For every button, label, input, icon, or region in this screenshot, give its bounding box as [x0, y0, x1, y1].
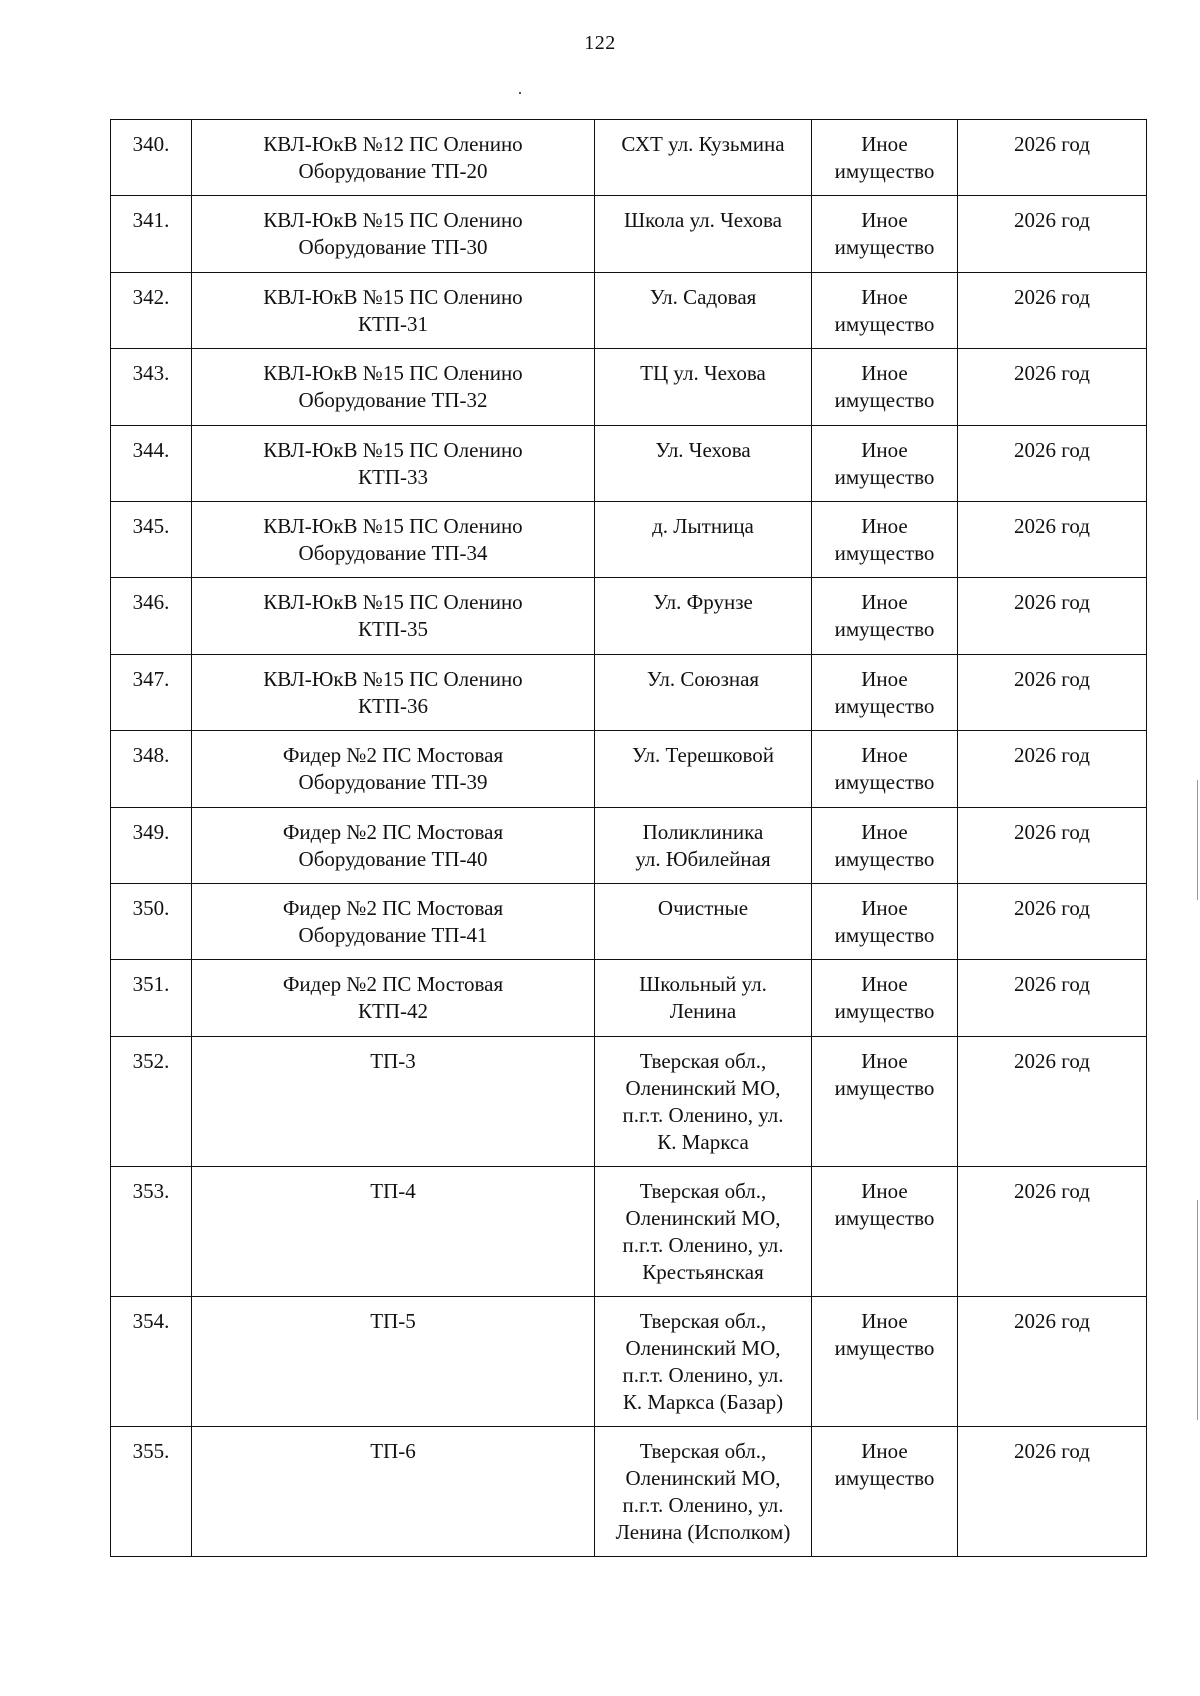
address-cell — [595, 1426, 812, 1556]
object-name-line: Оборудование ТП-20 — [298, 159, 488, 183]
table-row — [111, 578, 1147, 654]
address-cell — [595, 349, 812, 425]
property-type-cell — [812, 425, 958, 501]
address-cell — [595, 578, 812, 654]
object-name-line: Оборудование ТП-34 — [298, 540, 488, 565]
object-name-line: Оборудование ТП-30 — [298, 235, 488, 260]
row-number-cell: 344. — [111, 425, 192, 501]
row-number-cell: 349. — [111, 807, 192, 883]
property-type-cell — [812, 349, 958, 425]
property-type-line: Иное — [861, 208, 908, 233]
year-cell: 2026 год — [958, 1166, 1147, 1296]
row-number-cell: 351. — [111, 960, 192, 1036]
address-cell — [595, 1296, 812, 1426]
address-cell — [595, 883, 812, 959]
row-number-cell: 347. — [111, 654, 192, 730]
address-line: СХТ ул. Кузьмина — [621, 132, 785, 156]
object-name-cell — [192, 120, 595, 196]
object-name-cell — [192, 578, 595, 654]
object-name-line: ТП-4 — [370, 1178, 416, 1203]
property-type-line: имущество — [834, 159, 935, 183]
year-cell: 2026 год — [958, 425, 1147, 501]
row-number-cell: 350. — [111, 883, 192, 959]
property-type-cell — [812, 272, 958, 348]
address-cell — [595, 272, 812, 348]
property-type-line: Иное — [861, 1308, 908, 1333]
property-type-cell — [812, 654, 958, 730]
object-name-line: КТП-33 — [358, 464, 428, 489]
table-row — [111, 960, 1147, 1036]
property-type-line: имущество — [834, 464, 935, 489]
property-type-line: имущество — [834, 999, 935, 1024]
object-name-cell — [192, 883, 595, 959]
address-line: Ул. Садовая — [649, 284, 757, 309]
property-table — [110, 119, 1147, 1557]
object-name-line: КТП-42 — [358, 999, 428, 1024]
object-name-line: ТП-3 — [370, 1048, 416, 1073]
property-type-line: имущество — [834, 540, 935, 565]
property-type-line: Иное — [861, 1178, 908, 1203]
row-number-cell: 345. — [111, 501, 192, 577]
table-row — [111, 1166, 1147, 1296]
object-name-line: КВЛ-ЮкВ №12 ПС Оленино — [263, 132, 523, 156]
property-type-cell — [812, 807, 958, 883]
object-name-line: ТП-5 — [370, 1308, 416, 1333]
address-line: Ул. Союзная — [646, 666, 760, 691]
address-cell — [595, 501, 812, 577]
address-line: Оленинский МО, — [625, 1335, 781, 1360]
property-type-line: имущество — [834, 311, 935, 336]
address-cell — [595, 731, 812, 807]
property-type-line: Иное — [861, 284, 908, 309]
row-number-cell: 354. — [111, 1296, 192, 1426]
property-type-cell — [812, 1296, 958, 1426]
table-row — [111, 883, 1147, 959]
object-name-cell — [192, 654, 595, 730]
table-row — [111, 501, 1147, 577]
page-number: 122 — [584, 32, 616, 54]
table-row — [111, 425, 1147, 501]
address-line: Школа ул. Чехова — [623, 208, 782, 233]
object-name-line: Фидер №2 ПС Мостовая — [282, 972, 504, 997]
object-name-line: Фидер №2 ПС Мостовая — [282, 895, 504, 920]
object-name-line: КВЛ-ЮкВ №15 ПС Оленино — [263, 361, 523, 386]
property-type-line: имущество — [834, 1205, 935, 1230]
address-line: Тверская обл., — [639, 1308, 767, 1333]
address-line: ул. Юбилейная — [635, 846, 771, 871]
object-name-line: Оборудование ТП-39 — [298, 770, 488, 795]
property-type-line: Иное — [861, 132, 908, 156]
property-type-cell — [812, 1426, 958, 1556]
property-type-cell — [812, 883, 958, 959]
table-row — [111, 196, 1147, 272]
year-cell: 2026 год — [958, 654, 1147, 730]
property-type-cell — [812, 731, 958, 807]
year-cell: 2026 год — [958, 578, 1147, 654]
year-cell: 2026 год — [958, 1426, 1147, 1556]
address-line: Оленинский МО, — [625, 1075, 781, 1100]
property-type-line: Иное — [861, 1048, 908, 1073]
object-name-line: Оборудование ТП-41 — [298, 922, 488, 947]
row-number-cell: 352. — [111, 1036, 192, 1166]
address-line: Оленинский МО, — [625, 1465, 781, 1490]
table-row — [111, 272, 1147, 348]
address-cell — [595, 120, 812, 196]
address-cell — [595, 807, 812, 883]
address-line: п.г.т. Оленино, ул. — [622, 1362, 784, 1387]
table-row — [111, 654, 1147, 730]
address-line: д. Лытница — [652, 513, 754, 538]
object-name-cell — [192, 196, 595, 272]
property-type-line: имущество — [834, 846, 935, 871]
property-type-line: Иное — [861, 590, 908, 615]
year-cell: 2026 год — [958, 196, 1147, 272]
property-type-line: Иное — [861, 743, 908, 768]
scan-edge-marks — [1194, 0, 1200, 1696]
object-name-line: Фидер №2 ПС Мостовая — [282, 819, 504, 844]
object-name-line: КВЛ-ЮкВ №15 ПС Оленино — [263, 437, 523, 462]
table-row — [111, 1036, 1147, 1166]
table-row — [111, 1296, 1147, 1426]
object-name-line: КТП-35 — [358, 617, 428, 642]
address-line: Тверская обл., — [639, 1438, 767, 1463]
year-cell: 2026 год — [958, 120, 1147, 196]
object-name-line: Оборудование ТП-40 — [298, 846, 488, 871]
property-type-cell — [812, 1166, 958, 1296]
property-type-cell — [812, 1036, 958, 1166]
address-line: К. Маркса — [657, 1129, 749, 1154]
table-body — [111, 120, 1147, 1557]
row-number-cell: 341. — [111, 196, 192, 272]
property-type-cell — [812, 578, 958, 654]
address-line: Ул. Чехова — [655, 437, 751, 462]
property-type-line: имущество — [834, 235, 935, 260]
table-row — [111, 731, 1147, 807]
address-cell — [595, 1166, 812, 1296]
property-type-line: Иное — [861, 666, 908, 691]
row-number-cell: 353. — [111, 1166, 192, 1296]
address-cell — [595, 654, 812, 730]
address-line: п.г.т. Оленино, ул. — [622, 1492, 784, 1517]
year-cell: 2026 год — [958, 1296, 1147, 1426]
property-type-cell — [812, 960, 958, 1036]
address-line: Крестьянская — [642, 1259, 764, 1284]
object-name-line: КВЛ-ЮкВ №15 ПС Оленино — [263, 208, 523, 233]
object-name-line: КВЛ-ЮкВ №15 ПС Оленино — [263, 513, 523, 538]
table-row — [111, 120, 1147, 196]
object-name-line: ТП-6 — [370, 1438, 416, 1463]
object-name-cell — [192, 501, 595, 577]
row-number-cell: 348. — [111, 731, 192, 807]
property-type-line: имущество — [834, 1075, 935, 1100]
year-cell: 2026 год — [958, 807, 1147, 883]
row-number-cell: 346. — [111, 578, 192, 654]
year-cell: 2026 год — [958, 960, 1147, 1036]
address-line: Ленина — [669, 999, 737, 1024]
address-line: Очистные — [657, 895, 749, 920]
object-name-line: КВЛ-ЮкВ №15 ПС Оленино — [263, 284, 523, 309]
object-name-line: Фидер №2 ПС Мостовая — [282, 743, 504, 768]
object-name-cell — [192, 731, 595, 807]
property-type-line: имущество — [834, 1465, 935, 1490]
object-name-cell — [192, 349, 595, 425]
address-cell — [595, 425, 812, 501]
row-number-cell: 342. — [111, 272, 192, 348]
year-cell: 2026 год — [958, 501, 1147, 577]
property-type-line: имущество — [834, 617, 935, 642]
year-cell: 2026 год — [958, 731, 1147, 807]
object-name-cell — [192, 272, 595, 348]
property-type-line: имущество — [834, 770, 935, 795]
year-cell: 2026 год — [958, 883, 1147, 959]
row-number-cell: 340. — [111, 120, 192, 196]
object-name-line: КТП-31 — [358, 311, 428, 336]
scan-speck — [519, 92, 521, 94]
address-line: ТЦ ул. Чехова — [640, 361, 766, 386]
address-cell — [595, 960, 812, 1036]
year-cell: 2026 год — [958, 272, 1147, 348]
address-line: Тверская обл., — [639, 1178, 767, 1203]
address-line: п.г.т. Оленино, ул. — [622, 1232, 784, 1257]
table-row — [111, 1426, 1147, 1556]
property-type-line: имущество — [834, 922, 935, 947]
address-line: К. Маркса (Базар) — [622, 1389, 784, 1414]
address-line: Школьный ул. — [639, 972, 767, 997]
property-type-cell — [812, 120, 958, 196]
table-row — [111, 349, 1147, 425]
property-type-line: имущество — [834, 388, 935, 413]
address-line: Оленинский МО, — [625, 1205, 781, 1230]
address-line: Поликлиника — [642, 819, 764, 844]
object-name-cell — [192, 1426, 595, 1556]
object-name-cell — [192, 807, 595, 883]
object-name-cell — [192, 960, 595, 1036]
year-cell: 2026 год — [958, 349, 1147, 425]
address-cell — [595, 196, 812, 272]
row-number-cell: 355. — [111, 1426, 192, 1556]
address-line: п.г.т. Оленино, ул. — [622, 1102, 784, 1127]
property-type-line: имущество — [834, 1335, 935, 1360]
address-cell — [595, 1036, 812, 1166]
property-type-line: Иное — [861, 1438, 908, 1463]
address-line: Ул. Терешковой — [632, 743, 774, 768]
property-type-line: Иное — [861, 819, 908, 844]
object-name-line: Оборудование ТП-32 — [298, 388, 488, 413]
property-type-line: имущество — [834, 693, 935, 718]
property-type-cell — [812, 501, 958, 577]
object-name-cell — [192, 1166, 595, 1296]
address-line: Ленина (Исполком) — [615, 1519, 791, 1544]
object-name-line: КВЛ-ЮкВ №15 ПС Оленино — [263, 666, 523, 691]
property-type-line: Иное — [861, 972, 908, 997]
object-name-cell — [192, 1036, 595, 1166]
address-line: Ул. Фрунзе — [653, 590, 753, 615]
table-row — [111, 807, 1147, 883]
address-line: Тверская обл., — [639, 1048, 767, 1073]
object-name-line: КВЛ-ЮкВ №15 ПС Оленино — [263, 590, 523, 615]
property-type-line: Иное — [861, 437, 908, 462]
object-name-line: КТП-36 — [358, 693, 428, 718]
row-number-cell: 343. — [111, 349, 192, 425]
year-cell: 2026 год — [958, 1036, 1147, 1166]
property-type-line: Иное — [861, 513, 908, 538]
object-name-cell — [192, 1296, 595, 1426]
property-type-cell — [812, 196, 958, 272]
property-type-line: Иное — [861, 895, 908, 920]
object-name-cell — [192, 425, 595, 501]
property-type-line: Иное — [861, 361, 908, 386]
